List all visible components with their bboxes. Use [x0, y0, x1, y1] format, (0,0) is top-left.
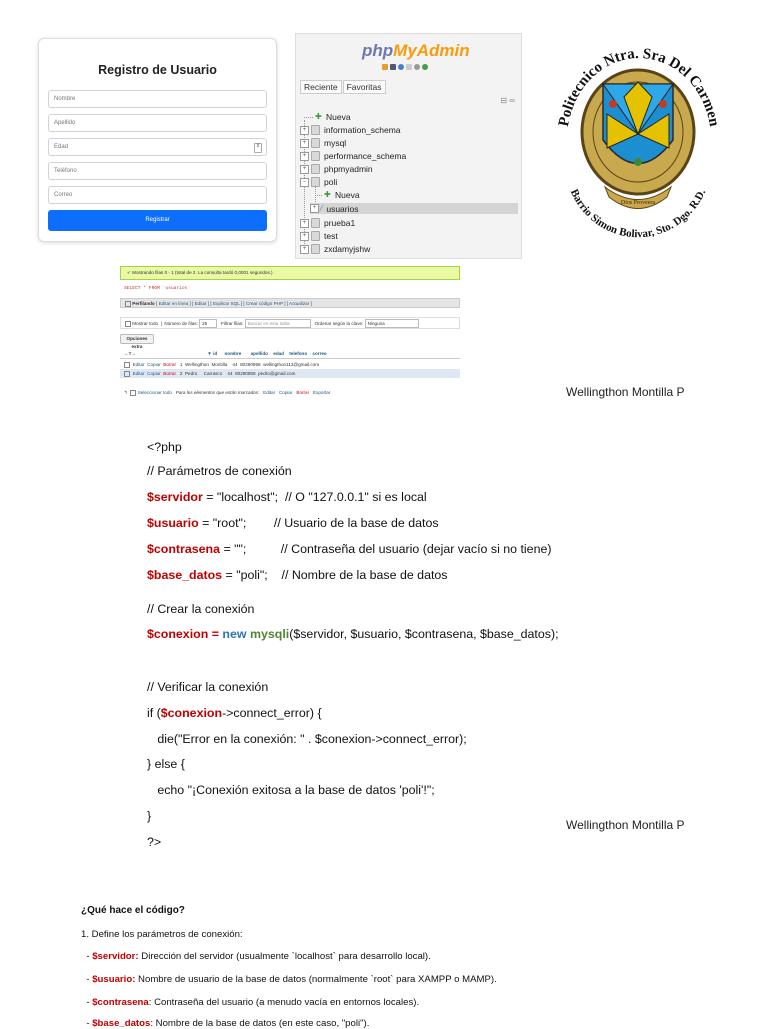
code-line-conexion: $conexion = new mysqli($servidor, $usuario, $contrasena, $base_datos);	[147, 627, 559, 641]
expand-icon[interactable]: +	[310, 204, 319, 213]
cell-apellido: Carrasco	[203, 371, 223, 376]
database-icon	[311, 244, 320, 254]
bulk-delete[interactable]: Borrar	[296, 390, 310, 395]
copy-link[interactable]: Copiar	[147, 371, 161, 376]
tree-label: poli	[324, 177, 338, 187]
new-db-icon: ✚	[315, 112, 322, 121]
tree-item-usuarios[interactable]	[310, 203, 518, 214]
tree-item-test[interactable]	[300, 231, 338, 241]
age-field[interactable]	[48, 138, 267, 156]
cell-correo: wellingthon112@gmail.com	[263, 362, 320, 367]
phpmyadmin-panel	[295, 33, 522, 259]
edit-link[interactable]: Editar	[132, 371, 145, 376]
success-text: Mostrando filas 0 - 1 (total de 2. La consulta tardó 0,0001 segundos.)	[132, 270, 273, 275]
age-placeholder: Edad	[54, 144, 69, 150]
database-icon	[311, 231, 320, 241]
table-row	[120, 369, 460, 378]
email-field[interactable]: Correo	[48, 186, 267, 204]
rows-label: Número de filas:	[164, 321, 198, 326]
code-line-die: die("Error en la conexión: " . $conexion->connect_error);	[147, 732, 467, 746]
show-all-label: Mostrar todo	[132, 321, 159, 326]
code-line-else: } else {	[147, 757, 185, 771]
profile-checkbox[interactable]	[125, 301, 131, 307]
settings-icon[interactable]	[414, 64, 420, 70]
tree-label: mysql	[324, 138, 347, 148]
explanation-bullet-servidor: - $servidor: Dirección del servidor (usualmente `localhost` para desarrollo local).	[81, 951, 431, 962]
tree-label: Nueva	[326, 112, 351, 122]
explanation-heading: ¿Qué hace el código?	[81, 905, 185, 916]
phone-field[interactable]: Teléfono	[48, 162, 267, 180]
collapse-icon[interactable]: −	[300, 178, 309, 187]
tree-item-phpmyadmin[interactable]	[300, 164, 373, 174]
tree-label: performance_schema	[324, 151, 407, 161]
author-caption: Wellingthon Montilla P	[566, 818, 685, 832]
select-all-checkbox[interactable]	[130, 390, 136, 396]
show-all-checkbox[interactable]	[125, 321, 131, 327]
exit-icon[interactable]	[390, 64, 396, 70]
cell-telefono: 80290958	[240, 362, 261, 367]
expand-icon[interactable]: +	[300, 245, 309, 254]
filter-label: Filtrar filas:	[220, 321, 244, 326]
help-icon[interactable]	[398, 64, 404, 70]
expand-icon[interactable]: +	[300, 152, 309, 161]
emblem-bottom-text: Barrio Simon Bolivar, Sto. Dgo. R.D.	[567, 187, 709, 241]
code-line-base-datos: $base_datos = "poli"; // Nombre de la base de datos	[147, 568, 448, 582]
query-actions	[120, 298, 460, 308]
column-correo[interactable]: correo	[312, 351, 327, 356]
cell-correo: pedro@gmail.com	[258, 371, 296, 376]
column-id[interactable]: id	[213, 351, 218, 356]
cell-id: 1	[179, 362, 183, 367]
tree-label: phpmyadmin	[324, 164, 373, 174]
code-line-open: <?php	[147, 440, 182, 454]
tree-label: test	[324, 231, 338, 241]
profile-label: Perfilando	[132, 301, 155, 306]
code-line-echo: echo "¡Conexión exitosa a la base de datos 'poli'!";	[147, 783, 435, 797]
select-all-label[interactable]: Seleccionar todo	[137, 390, 172, 395]
sort-label: Ordenar según la clave:	[314, 321, 364, 326]
tree-label: information_schema	[324, 125, 401, 135]
row-checkbox[interactable]	[124, 371, 130, 377]
select-arrow-icon: ↰	[124, 390, 128, 395]
explanation-bullet-base-datos: - $base_datos: Nombre de la base de datos (en este caso, "poli").	[81, 1018, 370, 1029]
code-comment-create: // Crear la conexión	[147, 602, 255, 616]
tree-label: Nueva	[335, 190, 360, 200]
tree-item-poli[interactable]	[300, 177, 337, 187]
bulk-edit[interactable]: Editar	[263, 390, 276, 395]
database-icon	[311, 138, 320, 148]
tree-label: zxdamyjshw	[324, 244, 371, 254]
delete-link[interactable]: Borrar	[163, 371, 177, 376]
code-line-close: }	[147, 809, 152, 823]
tree-item-new[interactable]	[304, 112, 351, 122]
tree-label: prueba1	[324, 218, 356, 228]
reload-icon[interactable]	[422, 64, 428, 70]
code-line-contrasena: $contrasena = ""; // Contraseña del usuario (dejar vacío si no tiene)	[147, 542, 552, 556]
database-icon	[311, 151, 320, 161]
table-row	[120, 360, 460, 369]
column-telefono[interactable]: telefono	[289, 351, 308, 356]
home-icon[interactable]	[382, 64, 388, 70]
tree-label: usuarios	[326, 203, 359, 214]
expand-icon[interactable]: +	[300, 232, 309, 241]
column-apellido[interactable]: apellido	[250, 351, 268, 356]
query-action-links[interactable]: [ Editar en línea ] [ Editar ] [ Explicar SQL ] [ Crear código PHP ] [ Actualizar ]	[156, 301, 312, 306]
explanation-item-1: 1. Define los parámetros de conexión:	[81, 929, 243, 940]
rows-select[interactable]: 25	[199, 319, 217, 328]
tree-item-performance-schema[interactable]	[300, 151, 406, 161]
code-comment-params: // Parámetros de conexión	[147, 464, 292, 478]
tree-item-prueba1[interactable]	[300, 218, 355, 228]
copy-link[interactable]: Copiar	[147, 362, 161, 367]
sort-select[interactable]: Ninguna	[365, 319, 419, 328]
filter-input[interactable]: Buscar en esta tabla	[245, 319, 311, 328]
database-icon	[311, 125, 320, 135]
edit-link[interactable]: Editar	[132, 362, 145, 367]
code-line-end: ?>	[147, 835, 162, 849]
extra-options-button[interactable]: Opciones extra	[120, 334, 154, 344]
cell-nombre: Wellingthon	[184, 362, 209, 367]
number-stepper-icon[interactable]: ⇕	[254, 143, 262, 153]
registration-form	[38, 38, 277, 242]
cell-telefono: 80290958	[235, 371, 256, 376]
results-table-header	[120, 350, 460, 359]
expand-icon[interactable]: +	[300, 165, 309, 174]
sql-query: SELECT * FROM `usuarios`	[120, 284, 460, 293]
expand-icon[interactable]: +	[300, 219, 309, 228]
phpmyadmin-logo[interactable]: phpMyAdmin	[362, 41, 470, 60]
cell-id: 2	[179, 371, 183, 376]
explanation-bullet-usuario: - $usuario: Nombre de usuario de la base de datos (normalmente `root` para XAMPP o MAMP).	[81, 974, 497, 985]
delete-link[interactable]: Borrar	[163, 362, 177, 367]
column-nombre[interactable]: nombre	[224, 351, 242, 356]
author-caption: Wellingthon Montilla P	[566, 385, 685, 399]
tree-item-information-schema[interactable]	[300, 125, 401, 135]
bulk-label: Para los elementos que están marcados:	[175, 390, 260, 395]
cell-apellido: Montilla	[211, 362, 228, 367]
expand-icon[interactable]: +	[300, 139, 309, 148]
query-results-panel	[118, 264, 460, 399]
name-field[interactable]: Nombre	[48, 90, 267, 108]
emblem-top-text: Politecnico Ntra. Sra Del Carmen	[556, 45, 722, 128]
sort-arrow-icon: ▼	[207, 351, 212, 356]
nav-tabs	[300, 80, 387, 94]
code-line-if: if ($conexion->connect_error) {	[147, 706, 322, 720]
bulk-copy[interactable]: Copiar	[278, 390, 293, 395]
lastname-field[interactable]: Apellido	[48, 114, 267, 132]
docs-icon[interactable]	[406, 64, 412, 70]
success-message	[120, 266, 460, 280]
tab-favorites[interactable]: Favoritas	[343, 80, 386, 94]
cell-nombre: Pedro	[184, 371, 198, 376]
emblem-motto: Dios Proveera	[620, 200, 656, 206]
tree-item-mysql[interactable]	[300, 138, 346, 148]
tree-item-new-table[interactable]	[315, 190, 360, 200]
register-button[interactable]: Registrar	[48, 210, 267, 231]
code-line-servidor: $servidor = "localhost"; // O "127.0.0.1" si es local	[147, 490, 427, 504]
table-icon: ⁄	[321, 204, 323, 213]
check-icon: ✔	[127, 270, 131, 275]
column-nav-icon[interactable]: ←T→	[124, 351, 136, 356]
toolbar-icons	[382, 64, 428, 70]
cell-edad: 44	[232, 362, 238, 367]
school-emblem	[545, 22, 731, 262]
database-icon	[311, 164, 320, 174]
results-footer	[120, 388, 460, 397]
explanation-bullet-contrasena: - $contrasena: Contraseña del usuario (a menudo vacía en entornos locales).	[81, 997, 420, 1008]
code-comment-verify: // Verificar la conexión	[147, 680, 269, 694]
expand-icon[interactable]: +	[300, 126, 309, 135]
form-title: Registro de Usuario	[98, 63, 217, 77]
collapse-link-icon[interactable]: ⊟ ∞	[500, 96, 515, 105]
row-checkbox[interactable]	[124, 362, 130, 368]
tree-item-zxdamyjshw[interactable]	[300, 244, 370, 254]
code-line-usuario: $usuario = "root"; // Usuario de la base de datos	[147, 516, 439, 530]
bulk-export[interactable]: Exportar	[312, 390, 331, 395]
tab-recent[interactable]: Reciente	[300, 80, 342, 94]
new-table-icon: ✚	[324, 190, 331, 199]
navigation-bar: Mostrar todo | Número de filas: 25 Filtrar filas: Buscar en esta tabla Ordenar según la clave: Ninguna	[120, 317, 460, 329]
cell-edad: 44	[227, 371, 233, 376]
database-icon	[311, 218, 320, 228]
results-table-body	[120, 360, 460, 378]
column-edad[interactable]: edad	[273, 351, 284, 356]
